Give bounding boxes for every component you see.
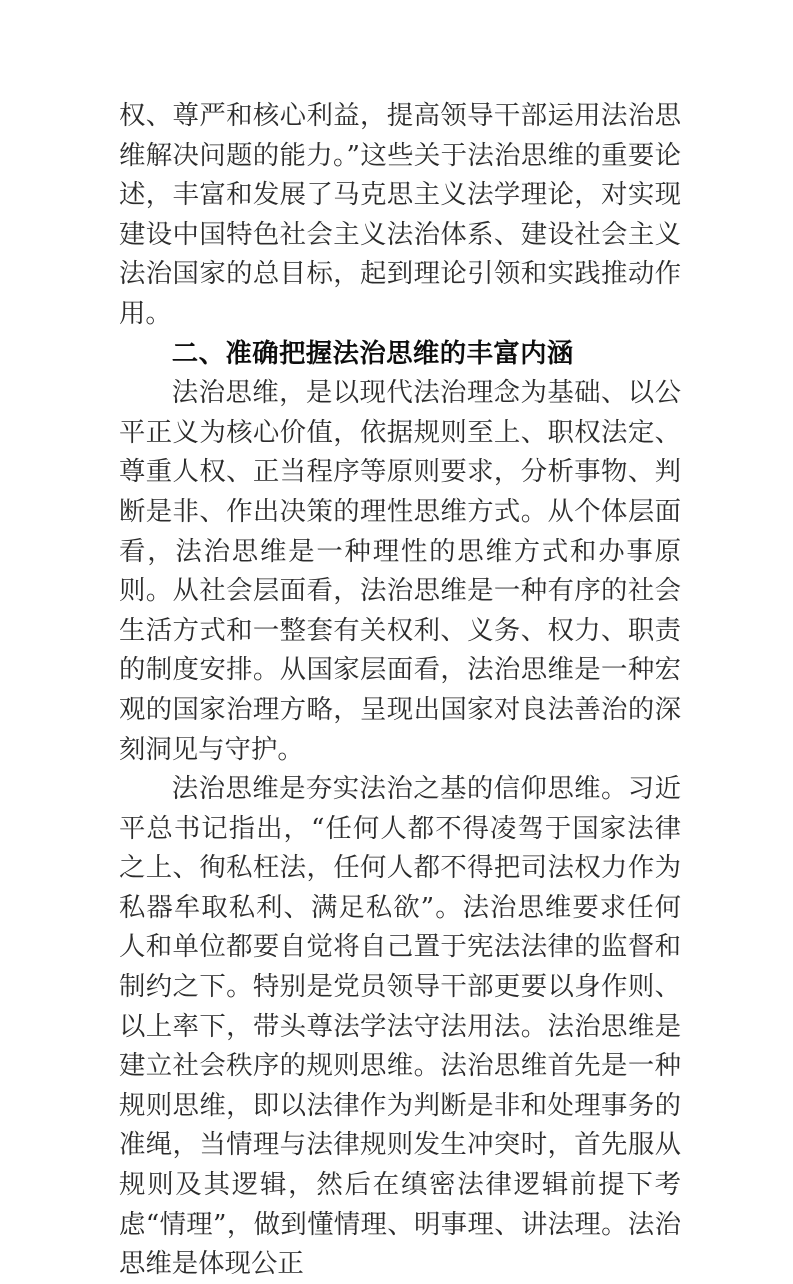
paragraph-continuation: 权、尊严和核心利益，提高领导干部运用法治思维解决问题的能力。”这些关于法治思维的重要论述，丰富和发展了马克思主义法学理论，对实现建设中国特色社会主义法治体系、建设社会主义法治国家的总目标，起到理论引领和实践推动作用。 [119,100,681,329]
section-heading-two: 二、准确把握法治思维的丰富内涵 [171,337,574,368]
paragraph-fazhi-siwei-neihan: 法治思维，是以现代法治理念为基础、以公平正义为核心价值，依据规则至上、职权法定、尊重人权、正当程序等原则要求，分析事物、判断是非、作出决策的理性思维方式。从个体层面看，法治思维是一种理性的思维方式和办事原则。从社会层面看，法治思维是一种有序的社会生活方式和一整套有关权利、义务、权力、职责的制度安排。从国家层面看，法治思维是一种宏观的国家治理方略，呈现出国家对良法善治的深刻洞见与守护。 [119,377,681,765]
paragraph-fazhi-siwei-xinyang: 法治思维是夯实法治之基的信仰思维。习近平总书记指出，“任何人都不得凌驾于国家法律之上、徇私枉法，任何人都不得把司法权力作为私器牟取私利、满足私欲”。法治思维要求任何人和单位都要自觉将自己置于宪法法律的监督和制约之下。特别是党员领导干部更要以身作则、以上率下，带头尊法学法守法用法。法治思维是建立社会秩序的规则思维。法治思维首先是一种规则思维，即以法律作为判断是非和处理事务的准绳，当情理与法律规则发生冲突时，首先服从规则及其逻辑，然后在缜密法律逻辑前提下考虑“情理”，做到懂情理、明事理、讲法理。法治思维是体现公正 [119,773,681,1280]
page-text-body [119,96,681,1284]
